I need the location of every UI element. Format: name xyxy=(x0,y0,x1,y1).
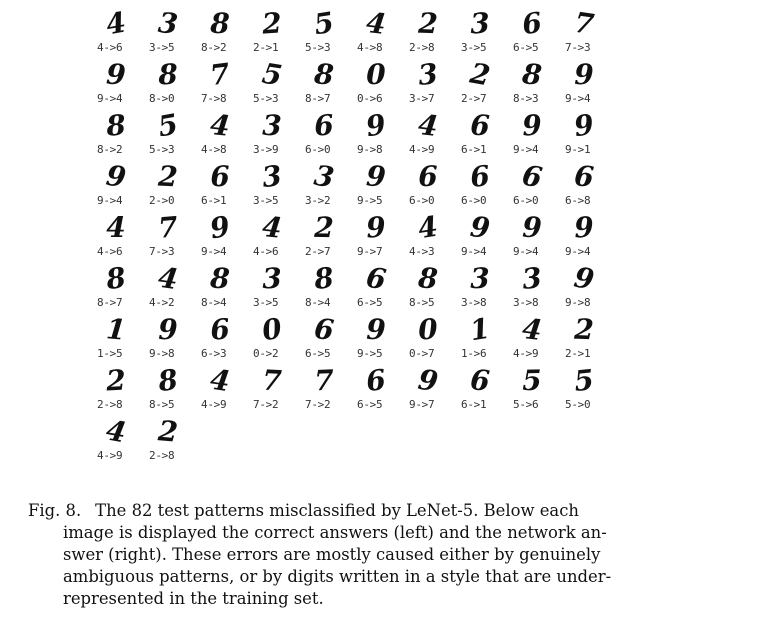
pattern-label: 9->7 xyxy=(409,398,435,411)
pattern-cell xyxy=(249,210,301,261)
pattern-cell xyxy=(561,363,613,414)
pattern-label: 5->0 xyxy=(565,398,591,411)
pattern-label: 5->3 xyxy=(305,41,331,54)
pattern-cell xyxy=(249,108,301,159)
pattern-label: 7->3 xyxy=(149,245,175,258)
digit-image: 8 xyxy=(209,6,231,41)
pattern-cell xyxy=(457,159,509,210)
pattern-label: 6->0 xyxy=(513,194,539,207)
pattern-label: 9->4 xyxy=(201,245,227,258)
pattern-label: 8->7 xyxy=(97,296,123,309)
pattern-cell xyxy=(353,312,405,363)
pattern-label: 4->9 xyxy=(201,398,227,411)
pattern-label: 6->5 xyxy=(357,398,383,411)
digit-image: 6 xyxy=(363,260,389,297)
pattern-label: 0->2 xyxy=(253,347,279,360)
digit-image: 2 xyxy=(156,414,180,449)
pattern-cell xyxy=(561,6,613,57)
digit-image: 4 xyxy=(364,5,388,42)
pattern-label: 3->5 xyxy=(253,296,279,309)
digit-image: 9 xyxy=(573,210,595,245)
pattern-label: 9->5 xyxy=(357,194,383,207)
digit-image: 5 xyxy=(155,107,181,144)
pattern-label: 4->6 xyxy=(97,245,123,258)
pattern-label: 3->7 xyxy=(409,92,435,105)
pattern-cell xyxy=(457,108,509,159)
pattern-label: 9->8 xyxy=(565,296,591,309)
pattern-cell xyxy=(197,6,249,57)
pattern-cell xyxy=(249,6,301,57)
pattern-cell xyxy=(145,159,197,210)
pattern-label: 9->4 xyxy=(565,245,591,258)
digit-image: 9 xyxy=(365,312,387,347)
digit-image: 6 xyxy=(313,108,335,143)
pattern-label: 4->6 xyxy=(253,245,279,258)
digit-image: 2 xyxy=(573,312,595,347)
pattern-label: 4->8 xyxy=(357,41,383,54)
pattern-label: 7->2 xyxy=(253,398,279,411)
pattern-cell xyxy=(405,6,457,57)
pattern-label: 5->3 xyxy=(149,143,175,156)
pattern-label: 6->5 xyxy=(513,41,539,54)
pattern-cell xyxy=(197,261,249,312)
digit-image: 5 xyxy=(311,5,337,42)
pattern-label: 8->5 xyxy=(409,296,435,309)
pattern-label: 5->3 xyxy=(253,92,279,105)
pattern-cell xyxy=(353,57,405,108)
pattern-cell xyxy=(509,108,561,159)
digit-image: 9 xyxy=(571,260,597,297)
pattern-cell xyxy=(301,312,353,363)
pattern-label: 9->4 xyxy=(565,92,591,105)
caption-line: represented in the training set. xyxy=(63,589,324,608)
pattern-label: 4->9 xyxy=(409,143,435,156)
pattern-cell xyxy=(93,312,145,363)
digit-image: 8 xyxy=(313,57,335,92)
digit-image: 3 xyxy=(469,6,491,41)
digit-image: 8 xyxy=(155,362,180,399)
digit-image: 6 xyxy=(468,159,492,194)
pattern-cell xyxy=(249,363,301,414)
pattern-label: 6->0 xyxy=(461,194,487,207)
pattern-cell xyxy=(405,261,457,312)
pattern-cell xyxy=(145,363,197,414)
pattern-label: 9->4 xyxy=(513,143,539,156)
pattern-label: 4->9 xyxy=(513,347,539,360)
digit-image: 6 xyxy=(572,159,596,194)
digit-image: 9 xyxy=(415,362,441,399)
pattern-cell xyxy=(249,312,301,363)
pattern-label: 7->2 xyxy=(305,398,331,411)
pattern-cell xyxy=(301,108,353,159)
digit-image: 9 xyxy=(571,107,596,144)
pattern-label: 4->3 xyxy=(409,245,435,258)
pattern-cell xyxy=(509,261,561,312)
pattern-label: 6->3 xyxy=(201,347,227,360)
digit-image: 4 xyxy=(103,413,129,450)
pattern-label: 6->1 xyxy=(461,398,487,411)
digit-image: 3 xyxy=(311,158,337,195)
pattern-cell xyxy=(353,108,405,159)
digit-image: 0 xyxy=(365,57,387,92)
pattern-cell xyxy=(457,210,509,261)
pattern-cell xyxy=(561,108,613,159)
pattern-cell xyxy=(93,57,145,108)
digit-image: 6 xyxy=(209,159,231,194)
digit-image: 7 xyxy=(261,363,283,398)
digit-image: 0 xyxy=(259,311,285,348)
pattern-cell xyxy=(301,261,353,312)
pattern-cell xyxy=(457,261,509,312)
digit-image: 8 xyxy=(417,261,439,296)
pattern-label: 2->8 xyxy=(409,41,435,54)
digit-image: 2 xyxy=(467,56,493,93)
pattern-label: 8->5 xyxy=(149,398,175,411)
digit-image: 9 xyxy=(521,210,543,245)
figure-caption xyxy=(28,500,728,610)
misclassified-patterns-figure xyxy=(93,6,613,476)
pattern-label: 3->8 xyxy=(461,296,487,309)
digit-image: 6 xyxy=(469,108,491,143)
pattern-cell xyxy=(249,159,301,210)
pattern-cell xyxy=(405,159,457,210)
pattern-cell xyxy=(197,108,249,159)
digit-image: 4 xyxy=(156,260,181,297)
pattern-label: 3->2 xyxy=(305,194,331,207)
digit-image: 4 xyxy=(208,362,233,399)
pattern-cell xyxy=(353,6,405,57)
pattern-cell xyxy=(93,159,145,210)
pattern-cell xyxy=(93,210,145,261)
pattern-cell xyxy=(301,363,353,414)
digit-image: 9 xyxy=(521,108,543,143)
pattern-cell xyxy=(353,363,405,414)
caption-line: image is displayed the correct answers (left) and the network an- xyxy=(63,523,607,542)
pattern-label: 9->8 xyxy=(357,143,383,156)
pattern-grid xyxy=(93,6,613,465)
pattern-cell xyxy=(405,363,457,414)
pattern-label: 2->8 xyxy=(149,449,175,462)
pattern-cell xyxy=(249,261,301,312)
pattern-label: 6->0 xyxy=(409,194,435,207)
digit-image: 2 xyxy=(105,363,127,398)
pattern-cell xyxy=(561,312,613,363)
pattern-label: 8->7 xyxy=(305,92,331,105)
pattern-label: 8->4 xyxy=(305,296,331,309)
pattern-label: 7->3 xyxy=(565,41,591,54)
pattern-cell xyxy=(353,159,405,210)
digit-image: 3 xyxy=(261,261,283,296)
pattern-label: 0->7 xyxy=(409,347,435,360)
pattern-label: 9->1 xyxy=(565,143,591,156)
pattern-cell xyxy=(561,159,613,210)
pattern-cell xyxy=(197,159,249,210)
pattern-cell xyxy=(301,210,353,261)
pattern-label: 2->7 xyxy=(305,245,331,258)
digit-image: 6 xyxy=(469,363,491,398)
digit-image: 5 xyxy=(572,363,596,398)
pattern-cell xyxy=(93,6,145,57)
pattern-cell xyxy=(405,210,457,261)
pattern-label: 9->4 xyxy=(97,194,123,207)
digit-image: 9 xyxy=(105,57,127,92)
pattern-label: 4->2 xyxy=(149,296,175,309)
pattern-cell xyxy=(145,57,197,108)
pattern-cell xyxy=(197,363,249,414)
pattern-cell xyxy=(561,57,613,108)
pattern-label: 3->9 xyxy=(253,143,279,156)
pattern-label: 9->5 xyxy=(357,347,383,360)
digit-image: 9 xyxy=(468,209,492,246)
pattern-cell xyxy=(145,312,197,363)
pattern-cell xyxy=(509,57,561,108)
digit-image: 8 xyxy=(520,57,544,92)
digit-image: 5 xyxy=(521,363,543,398)
digit-image: 4 xyxy=(415,209,441,246)
digit-image: 2 xyxy=(157,159,179,194)
digit-image: 2 xyxy=(313,210,335,245)
pattern-label: 3->5 xyxy=(253,194,279,207)
digit-image: 4 xyxy=(416,107,440,144)
digit-image: 3 xyxy=(469,261,491,296)
digit-image: 0 xyxy=(417,312,439,347)
pattern-cell xyxy=(353,261,405,312)
digit-image: 3 xyxy=(156,6,180,41)
pattern-cell xyxy=(145,108,197,159)
digit-image: 9 xyxy=(365,159,387,194)
pattern-label: 0->6 xyxy=(357,92,383,105)
digit-image: 8 xyxy=(209,261,231,296)
pattern-cell xyxy=(93,108,145,159)
digit-image: 8 xyxy=(103,260,128,297)
pattern-cell xyxy=(197,57,249,108)
digit-image: 7 xyxy=(156,210,180,245)
pattern-label: 1->6 xyxy=(461,347,487,360)
pattern-cell xyxy=(197,312,249,363)
digit-image: 9 xyxy=(207,209,233,246)
pattern-cell xyxy=(509,312,561,363)
digit-image: 4 xyxy=(106,211,126,244)
digit-image: 7 xyxy=(572,5,597,42)
pattern-cell xyxy=(405,312,457,363)
pattern-label: 6->5 xyxy=(357,296,383,309)
pattern-cell xyxy=(457,363,509,414)
digit-image: 6 xyxy=(364,362,388,399)
pattern-label: 8->2 xyxy=(201,41,227,54)
digit-image: 9 xyxy=(104,158,129,195)
caption-line: swer (right). These errors are mostly caused either by genuinely xyxy=(63,545,601,564)
pattern-label: 5->6 xyxy=(513,398,539,411)
pattern-cell xyxy=(509,6,561,57)
pattern-label: 3->5 xyxy=(461,41,487,54)
digit-image: 3 xyxy=(416,57,440,92)
pattern-label: 8->2 xyxy=(97,143,123,156)
pattern-cell xyxy=(249,57,301,108)
pattern-label: 9->4 xyxy=(97,92,123,105)
digit-image: 1 xyxy=(104,312,128,347)
pattern-label: 8->3 xyxy=(513,92,539,105)
digit-image: 6 xyxy=(208,312,232,347)
figure-number: Fig. 8. xyxy=(28,501,82,520)
pattern-label: 9->8 xyxy=(149,347,175,360)
pattern-cell xyxy=(457,6,509,57)
digit-image: 4 xyxy=(103,5,129,42)
pattern-label: 4->8 xyxy=(201,143,227,156)
pattern-cell xyxy=(145,6,197,57)
pattern-label: 4->6 xyxy=(97,41,123,54)
pattern-label: 6->1 xyxy=(201,194,227,207)
digit-image: 4 xyxy=(520,311,544,348)
pattern-label: 6->8 xyxy=(565,194,591,207)
pattern-label: 4->9 xyxy=(97,449,123,462)
pattern-cell xyxy=(457,57,509,108)
digit-image: 5 xyxy=(259,56,285,93)
pattern-cell xyxy=(301,57,353,108)
digit-image: 9 xyxy=(365,210,387,245)
pattern-cell xyxy=(561,210,613,261)
pattern-cell xyxy=(197,210,249,261)
digit-image: 3 xyxy=(520,261,544,296)
pattern-cell xyxy=(93,363,145,414)
pattern-label: 6->1 xyxy=(461,143,487,156)
pattern-label: 3->8 xyxy=(513,296,539,309)
digit-image: 2 xyxy=(417,6,439,41)
pattern-cell xyxy=(145,210,197,261)
pattern-label: 8->0 xyxy=(149,92,175,105)
pattern-cell xyxy=(93,414,145,465)
digit-image: 9 xyxy=(363,107,389,144)
pattern-cell xyxy=(405,57,457,108)
pattern-label: 1->5 xyxy=(97,347,123,360)
digit-image: 7 xyxy=(208,56,232,93)
pattern-cell xyxy=(509,210,561,261)
pattern-label: 6->0 xyxy=(305,143,331,156)
pattern-cell xyxy=(509,363,561,414)
digit-image: 4 xyxy=(260,210,284,245)
pattern-cell xyxy=(457,312,509,363)
pattern-label: 6->5 xyxy=(305,347,331,360)
digit-image: 6 xyxy=(312,312,336,347)
pattern-label: 2->8 xyxy=(97,398,123,411)
pattern-cell xyxy=(561,261,613,312)
pattern-label: 8->4 xyxy=(201,296,227,309)
digit-image: 2 xyxy=(261,6,283,41)
pattern-label: 2->1 xyxy=(565,347,591,360)
pattern-cell xyxy=(301,6,353,57)
digit-image: 9 xyxy=(574,58,594,91)
pattern-cell xyxy=(405,108,457,159)
digit-image: 6 xyxy=(417,159,439,194)
digit-image: 6 xyxy=(519,158,545,195)
pattern-cell xyxy=(301,159,353,210)
digit-image: 8 xyxy=(104,108,128,143)
pattern-cell xyxy=(509,159,561,210)
digit-image: 8 xyxy=(312,260,336,297)
digit-image: 9 xyxy=(158,313,178,346)
digit-image: 8 xyxy=(157,57,179,92)
pattern-label: 7->8 xyxy=(201,92,227,105)
pattern-cell xyxy=(353,210,405,261)
pattern-label: 9->7 xyxy=(357,245,383,258)
digit-image: 4 xyxy=(208,108,232,143)
digit-image: 7 xyxy=(313,363,335,398)
pattern-label: 2->0 xyxy=(149,194,175,207)
caption-line: The 82 test patterns misclassified by LeNet-5. Below each xyxy=(95,501,579,520)
pattern-label: 3->5 xyxy=(149,41,175,54)
pattern-cell xyxy=(93,261,145,312)
pattern-label: 9->4 xyxy=(513,245,539,258)
pattern-cell xyxy=(145,261,197,312)
digit-image: 6 xyxy=(519,5,544,42)
digit-image: 3 xyxy=(260,158,284,195)
pattern-cell xyxy=(145,414,197,465)
pattern-label: 9->4 xyxy=(461,245,487,258)
pattern-label: 2->7 xyxy=(461,92,487,105)
caption-line: ambiguous patterns, or by digits written in a style that are under- xyxy=(63,567,612,586)
digit-image: 3 xyxy=(261,108,283,143)
digit-image: 1 xyxy=(467,311,493,348)
pattern-label: 2->1 xyxy=(253,41,279,54)
